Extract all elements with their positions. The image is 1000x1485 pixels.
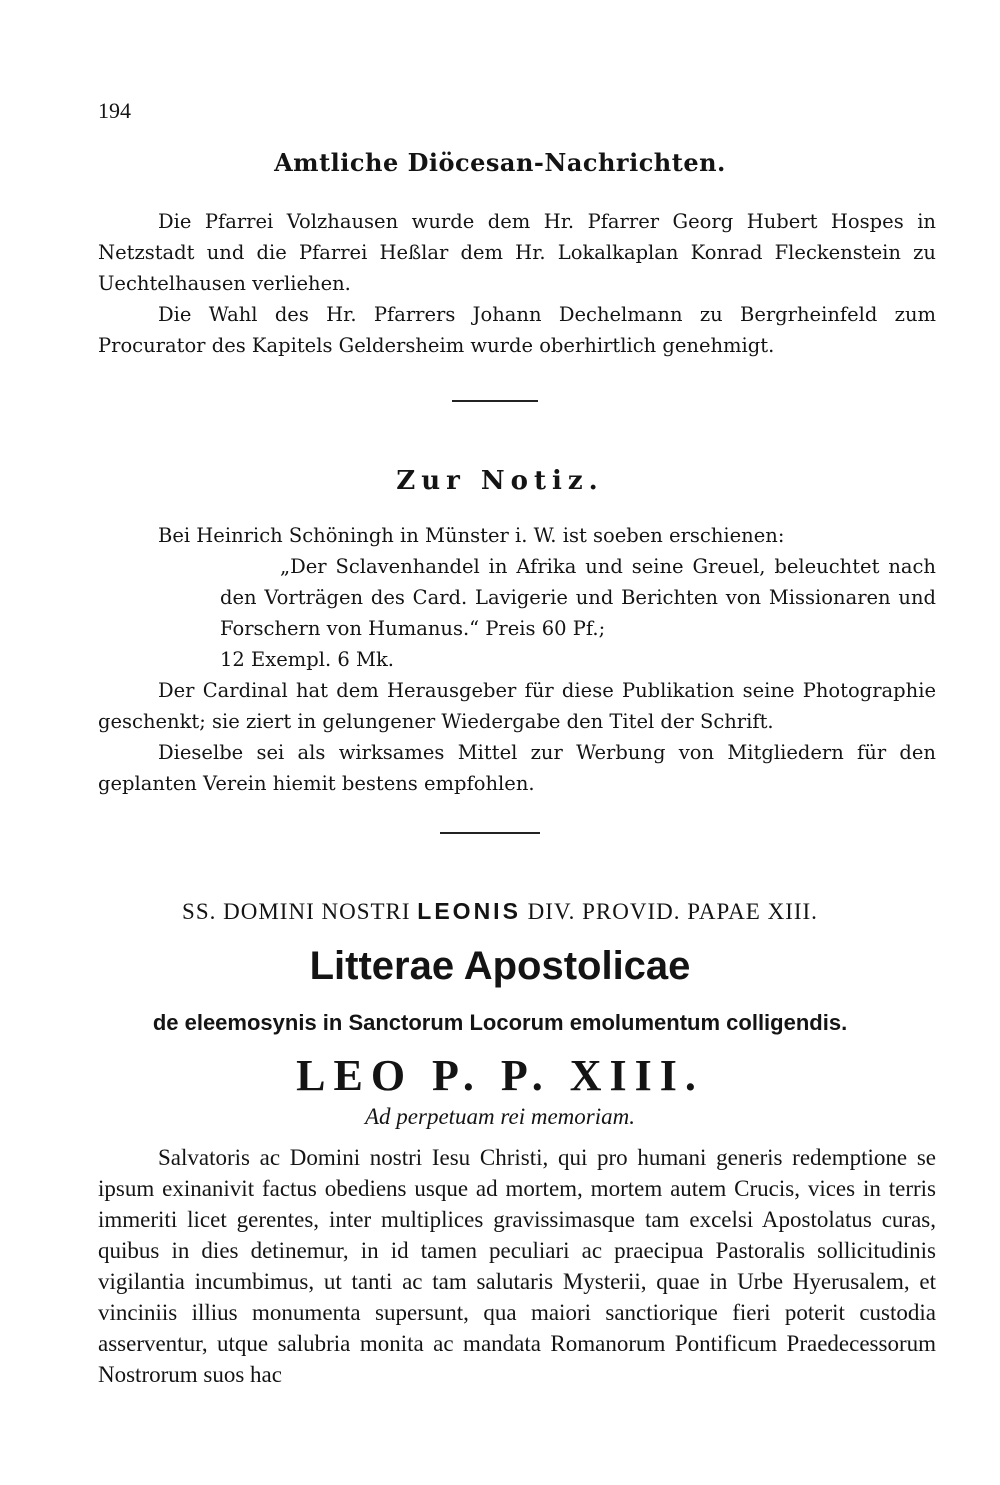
- section-divider: [452, 400, 538, 402]
- section-divider: [440, 832, 540, 834]
- papal-header: [0, 898, 1000, 925]
- document-title: Litterae Apostolicae: [309, 944, 691, 988]
- papal-header-pre: SS. DOMINI NOSTRI: [182, 899, 411, 924]
- book-price-line: 12 Exempl. 6 Mk.: [220, 648, 394, 671]
- papal-header-post: DIV. PROVID. PAPAE XIII.: [527, 899, 818, 924]
- paragraph-publication-intro: Bei Heinrich Schöningh in Münster i. W. ist soeben erschienen:: [158, 524, 785, 547]
- document-subtitle: de eleemosynis in Sanctorum Locorum emolumentum colligendis.: [152, 1010, 848, 1035]
- paragraph-cardinal-photo: Der Cardinal hat dem Herausgeber für diese Publikation seine Photographie geschenkt; sie ziert in gelungener Wiedergabe den Titel der Schrift.: [98, 679, 936, 733]
- latin-paragraph: Salvatoris ac Domini nostri Iesu Christi, qui pro humani generis redemptione se ipsum exinanivit factus obediens usque ad mortem, mortem autem Crucis, vices in terris immeriti licet gerentes, inter multiplices gravissimasque tam excelsi Apostolatus curas, quibus in dies detinemur, in id tamen peculiari ac praecipua Pastoralis sollicitudinis vigilantia incumbimus, ut tanti ac tam salutaris Mysterii, quae in Urbe Hyerusalem, et vinciniis illius monumenta supersunt, qua maiori sanctiorique fieri poterit custodia asserventur, utque salubria monita ac mandata Romanorum Pontificum Praedecessorum Nostrorum suos hac: [98, 1145, 936, 1387]
- paragraph-parish-appointments: Die Pfarrei Volzhausen wurde dem Hr. Pfarrer Georg Hubert Hospes in Netzstadt und die Pfarrei Heßlar dem Hr. Lokalkaplan Konrad Fleckenstein zu Uechtelhausen verliehen.: [98, 210, 936, 295]
- ad-perpetuam-line: Ad perpetuam rei memoriam.: [365, 1104, 635, 1129]
- notice-text: [98, 520, 936, 799]
- section-heading-notice: Zur Notiz.: [396, 466, 604, 496]
- paragraph-procurator-election: Die Wahl des Hr. Pfarrers Johann Dechelmann zu Bergrheinfeld zum Procurator des Kapitels Geldersheim wurde oberhirtlich genehmigt.: [98, 303, 936, 357]
- quoted-book-title: „Der Sclavenhandel in Afrika und seine Greuel, beleuchtet nach den Vorträgen des Card. Lavigerie und Berichten von Missionaren und Forschern von Humanus.“ Preis 60 Pf.;: [220, 555, 936, 640]
- latin-body-text: [98, 1142, 936, 1390]
- pope-name: LEO P. P. XIII.: [296, 1051, 704, 1100]
- section-heading-dioecesan-news: Amtliche Diöcesan-Nachrichten.: [274, 148, 726, 177]
- papal-header-name: LEONIS: [417, 898, 521, 924]
- paragraph-recommendation: Dieselbe sei als wirksames Mittel zur Werbung von Mitgliedern für den geplanten Verein hiemit bestens empfohlen.: [98, 741, 936, 795]
- dioecesan-news-text: [98, 206, 936, 361]
- page-number: 194: [98, 98, 131, 123]
